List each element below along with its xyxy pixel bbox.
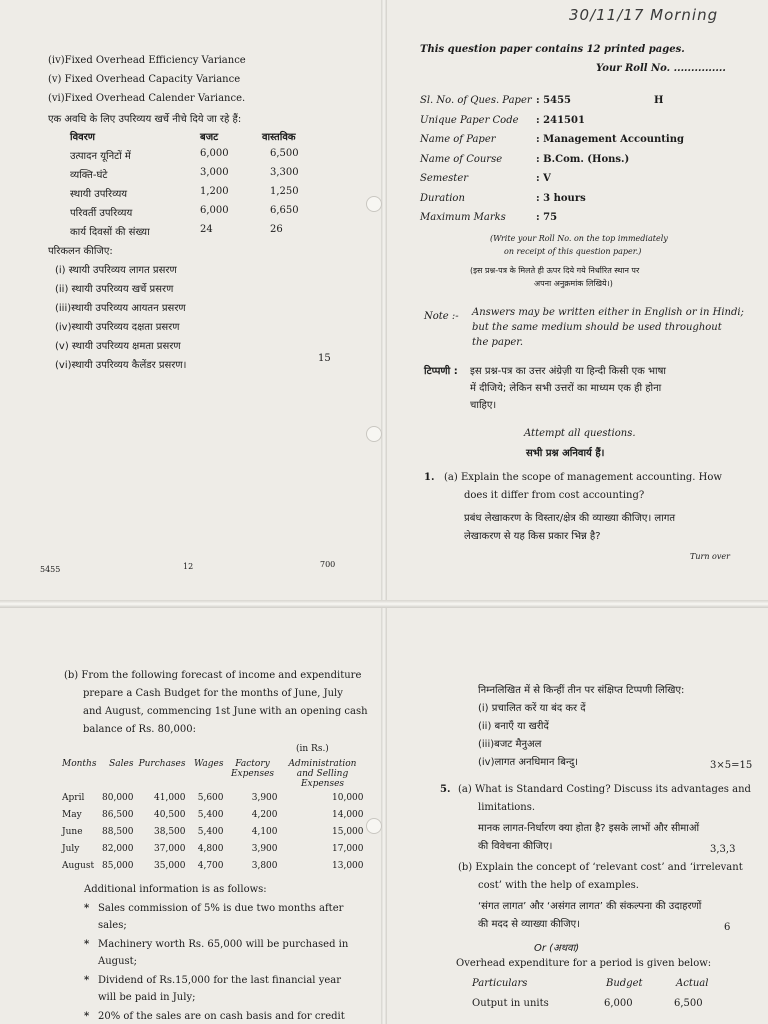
table-row [60, 857, 366, 874]
attempt-all-hindi: सभी प्रश्न अनिवार्य हैं। [526, 448, 605, 459]
short-note-item: (i) प्रचालित करें या बंद कर दें [478, 703, 586, 714]
hindi-variance-item: (vi)स्थायी उपरिव्यय कैलेंडर प्रसरण। [55, 360, 187, 371]
bullet-icon: * [84, 975, 90, 986]
table-cell: June [62, 826, 83, 837]
marks-q4: 3×5=15 [710, 760, 753, 771]
col-budget: Budget [606, 978, 643, 989]
tippani-line: में दीजिये; लेकिन सभी उत्तरों का माध्यम एक ही होना [470, 383, 662, 394]
roll-instruction-hindi: (इस प्रश्न-पत्र के मिलते ही ऊपर दिये गये निर्धारित स्थान पर [470, 266, 640, 275]
hindi-variance-item: (ii) स्थायी उपरिव्यय खर्चे प्रसरण [55, 284, 174, 295]
table-cell-actual: 6,650 [270, 205, 299, 216]
marks-q5b: 6 [724, 922, 731, 933]
question-text-hindi: मानक लागत-निर्धारण क्या होता है? इसके लाभों और सीमाओं [478, 823, 700, 834]
table-cell: 86,500 [102, 809, 134, 820]
attempt-all: Attempt all questions. [524, 428, 636, 439]
page-1-panel [384, 0, 768, 604]
table-row [60, 806, 366, 823]
marks-q5a: 3,3,3 [710, 844, 736, 855]
bullet-text: Machinery worth Rs. 65,000 will be purchased in [98, 939, 349, 950]
question-text: (b) Explain the concept of ‘relevant cost’ and ‘irrelevant [458, 862, 743, 873]
bullet-text: will be paid in July; [98, 992, 196, 1003]
meta-label: Maximum Marks [420, 212, 506, 223]
hindi-variance-item: (iv)स्थायी उपरिव्यय दक्षता प्रसरण [55, 322, 180, 333]
bullet-icon: * [84, 1011, 90, 1022]
table-cell-budget: 3,000 [200, 167, 229, 178]
meta-value: : B.Com. (Hons.) [536, 153, 630, 165]
cash-budget-table [60, 759, 366, 874]
question-text: prepare a Cash Budget for the months of June, July [83, 688, 343, 699]
table-cell: 15,000 [332, 826, 364, 837]
bullet-text: 20% of the sales are on cash basis and for credit [98, 1011, 345, 1022]
unit-label: (in Rs.) [296, 744, 329, 754]
table-cell: 4,700 [197, 860, 224, 871]
variance-item: (vi)Fixed Overhead Calender Variance. [48, 93, 246, 104]
table-cell-label: कार्य दिवसों की संख्या [70, 227, 150, 238]
col-months: Months [62, 759, 97, 769]
meta-label: Semester [420, 173, 469, 184]
tippani-line: इस प्रश्न-पत्र का उत्तर अंग्रेज़ी या हिन्दी किसी एक भाषा [470, 366, 666, 377]
turn-over: Turn over [690, 552, 730, 561]
table-cell-budget: 6,000 [200, 148, 229, 159]
table-cell: 82,000 [102, 843, 134, 854]
short-note-item: (iv)लागत अनधिमान बिन्दु। [478, 757, 579, 768]
meta-value: : V [536, 173, 551, 184]
table-cell: May [62, 809, 82, 820]
hindi-intro: एक अवधि के लिए उपरिव्यय खर्चे नीचे दिये जा रहे हैं: [48, 114, 242, 125]
page-3-panel [384, 604, 768, 1024]
table-row [60, 840, 366, 857]
table-cell: 5,400 [197, 809, 224, 820]
roll-instruction-hindi: अपना अनुक्रमांक लिखिये।) [534, 279, 613, 288]
table-cell: 5,600 [197, 792, 224, 803]
handwritten-note: 30/11/17 Morning [569, 6, 719, 24]
table-header-actual: वास्तविक [262, 132, 296, 143]
note-line: but the same medium should be used throughout [472, 322, 722, 333]
question-text: balance of Rs. 80,000: [83, 724, 196, 735]
table-cell: 88,500 [102, 826, 134, 837]
table-cell: 38,500 [154, 826, 186, 837]
col-actual: Actual [676, 978, 709, 989]
hindi-variance-item: (i) स्थायी उपरिव्यय लागत प्रसरण [55, 265, 177, 276]
roll-instruction: (Write your Roll No. on the top immediately [490, 234, 668, 243]
table-cell-actual: 1,250 [270, 186, 299, 197]
page-2-panel [0, 604, 384, 1024]
question-text-hindi: की विवेचना कीजिए। [478, 841, 553, 852]
table-cell-actual: 3,300 [270, 167, 299, 178]
table-cell: July [62, 843, 80, 854]
short-notes-intro: निम्नलिखित में से किन्हीं तीन पर संक्षिप्त टिप्पणी लिखिए: [478, 685, 685, 696]
table-cell-label: उत्पादन यूनिटों में [70, 151, 131, 162]
table-cell: August [62, 860, 95, 871]
roll-number-label: Your Roll No. ............... [596, 63, 726, 74]
meta-label: Name of Paper [420, 134, 496, 145]
table-cell: 4,100 [251, 826, 278, 837]
overhead-intro: Overhead expenditure for a period is given below: [456, 958, 712, 969]
question-text-hindi: लेखाकरण से यह किस प्रकार भिन्न है? [464, 531, 601, 542]
note-line: the paper. [472, 337, 524, 348]
horizontal-fold [0, 600, 768, 608]
footer-copies: 700 [320, 560, 336, 569]
table-cell: 40,500 [154, 809, 186, 820]
table-cell: 37,000 [154, 843, 186, 854]
meta-label: Unique Paper Code [420, 114, 519, 126]
vertical-fold [381, 0, 387, 1024]
bullet-icon: * [84, 939, 90, 950]
col-sales: Sales [109, 759, 134, 769]
meta-value: : 3 hours [536, 192, 586, 204]
footer-code: 5455 [40, 565, 61, 574]
variance-item: (v) Fixed Overhead Capacity Variance [48, 74, 241, 85]
staple-hole [366, 426, 382, 442]
col-wages: Wages [193, 759, 224, 769]
page-12-panel [0, 0, 384, 604]
footer-page-number: 12 [183, 562, 194, 571]
table-cell-budget: 24 [200, 224, 213, 235]
or-label: Or (अथवा) [534, 943, 580, 954]
meta-value: : 241501 [536, 114, 585, 126]
table-cell: 10,000 [332, 792, 364, 803]
calc-label: परिकलन कीजिए: [48, 246, 113, 257]
bullet-text: sales; [98, 920, 127, 931]
question-text: (b) From the following forecast of income and expenditure [64, 670, 362, 681]
tippani-line: चाहिए। [470, 400, 497, 411]
bullet-text: Dividend of Rs.15,000 for the last financial year [98, 975, 341, 986]
meta-label: Sl. No. of Ques. Paper [420, 95, 532, 106]
table-cell-label: स्थायी उपरिव्यय [70, 189, 128, 200]
meta-label: Duration [420, 192, 465, 204]
overhead-row-actual: 6,500 [674, 998, 703, 1009]
hindi-variance-item: (v) स्थायी उपरिव्यय क्षमता प्रसरण [55, 341, 181, 352]
table-header-budget: बजट [200, 132, 219, 143]
question-text: cost’ with the help of examples. [478, 880, 639, 891]
bullet-icon: * [84, 903, 90, 914]
question-number: 1. [424, 472, 435, 483]
table-cell: 35,000 [154, 860, 186, 871]
table-row [60, 823, 366, 840]
bullet-text: Sales commission of 5% is due two months after [98, 903, 344, 914]
table-cell-budget: 6,000 [200, 205, 229, 216]
question-text: (a) Explain the scope of management accounting. How [444, 472, 722, 483]
tippani-label: टिप्पणी : [424, 366, 458, 377]
question-text: and August, commencing 1st June with an opening cash [83, 706, 368, 717]
hindi-variance-item: (iii)स्थायी उपरिव्यय आयतन प्रसरण [55, 303, 186, 314]
pages-notice: This question paper contains 12 printed pages. [420, 44, 685, 55]
col-factory-expenses: Factory Expenses [230, 759, 275, 779]
table-cell-label: परिवर्ती उपरिव्यय [70, 208, 133, 219]
question-text: limitations. [478, 802, 536, 813]
table-cell: April [62, 792, 85, 803]
table-cell: 17,000 [332, 843, 364, 854]
table-row [60, 789, 366, 806]
staple-hole [366, 196, 382, 212]
question-number: 5. [440, 784, 451, 795]
meta-value: : Management Accounting [536, 134, 684, 145]
table-cell: 80,000 [102, 792, 134, 803]
short-note-item: (ii) बनाएँ या खरीदें [478, 721, 549, 732]
table-cell: 85,000 [102, 860, 134, 871]
table-cell: 5,400 [197, 826, 224, 837]
table-cell: 14,000 [332, 809, 364, 820]
table-cell: 3,900 [251, 843, 278, 854]
overhead-row-budget: 6,000 [604, 998, 633, 1009]
table-cell: 3,800 [251, 860, 278, 871]
col-admin-selling-expenses: Administration and Selling Expenses [288, 759, 357, 789]
variance-item: (iv)Fixed Overhead Efficiency Variance [48, 55, 246, 66]
meta-label: Name of Course [420, 153, 503, 165]
table-header-particulars: विवरण [70, 132, 96, 143]
table-cell: 4,800 [197, 843, 224, 854]
question-text: does it differ from cost accounting? [464, 490, 645, 501]
question-text: (a) What is Standard Costing? Discuss its advantages and [458, 784, 751, 795]
table-cell: 3,900 [251, 792, 278, 803]
meta-value: : 75 [536, 212, 558, 223]
question-text-hindi: ‘संगत लागत’ और ‘असंगत लागत’ की संकल्पना की उदाहरणों [478, 901, 702, 912]
table-cell-actual: 26 [270, 224, 283, 235]
marks-15: 15 [318, 353, 331, 364]
table-cell-label: व्यक्ति-घंटे [70, 170, 108, 181]
question-text-hindi: प्रबंध लेखाकरण के विस्तार/क्षेत्र की व्याख्या कीजिए। लागत [464, 513, 676, 524]
table-cell: 41,000 [154, 792, 186, 803]
short-note-item: (iii)बजट मैनुअल [478, 739, 542, 750]
col-purchases: Purchases [138, 759, 186, 769]
col-particulars: Particulars [472, 978, 528, 989]
meta-value: : 5455 [536, 95, 572, 106]
table-cell-actual: 6,500 [270, 148, 299, 159]
bullet-text: August; [98, 956, 138, 967]
table-cell-budget: 1,200 [200, 186, 229, 197]
additional-info-label: Additional information is as follows: [84, 884, 267, 895]
overhead-row-label: Output in units [472, 998, 549, 1009]
roll-instruction: on receipt of this question paper.) [504, 247, 642, 256]
meta-extra: H [654, 95, 664, 106]
question-text-hindi: की मदद से व्याख्या कीजिए। [478, 919, 580, 930]
table-cell: 13,000 [332, 860, 364, 871]
note-line: Answers may be written either in English or in Hindi; [472, 307, 744, 318]
staple-hole [366, 818, 382, 834]
table-cell: 4,200 [251, 809, 278, 820]
note-label: Note :- [424, 311, 459, 322]
